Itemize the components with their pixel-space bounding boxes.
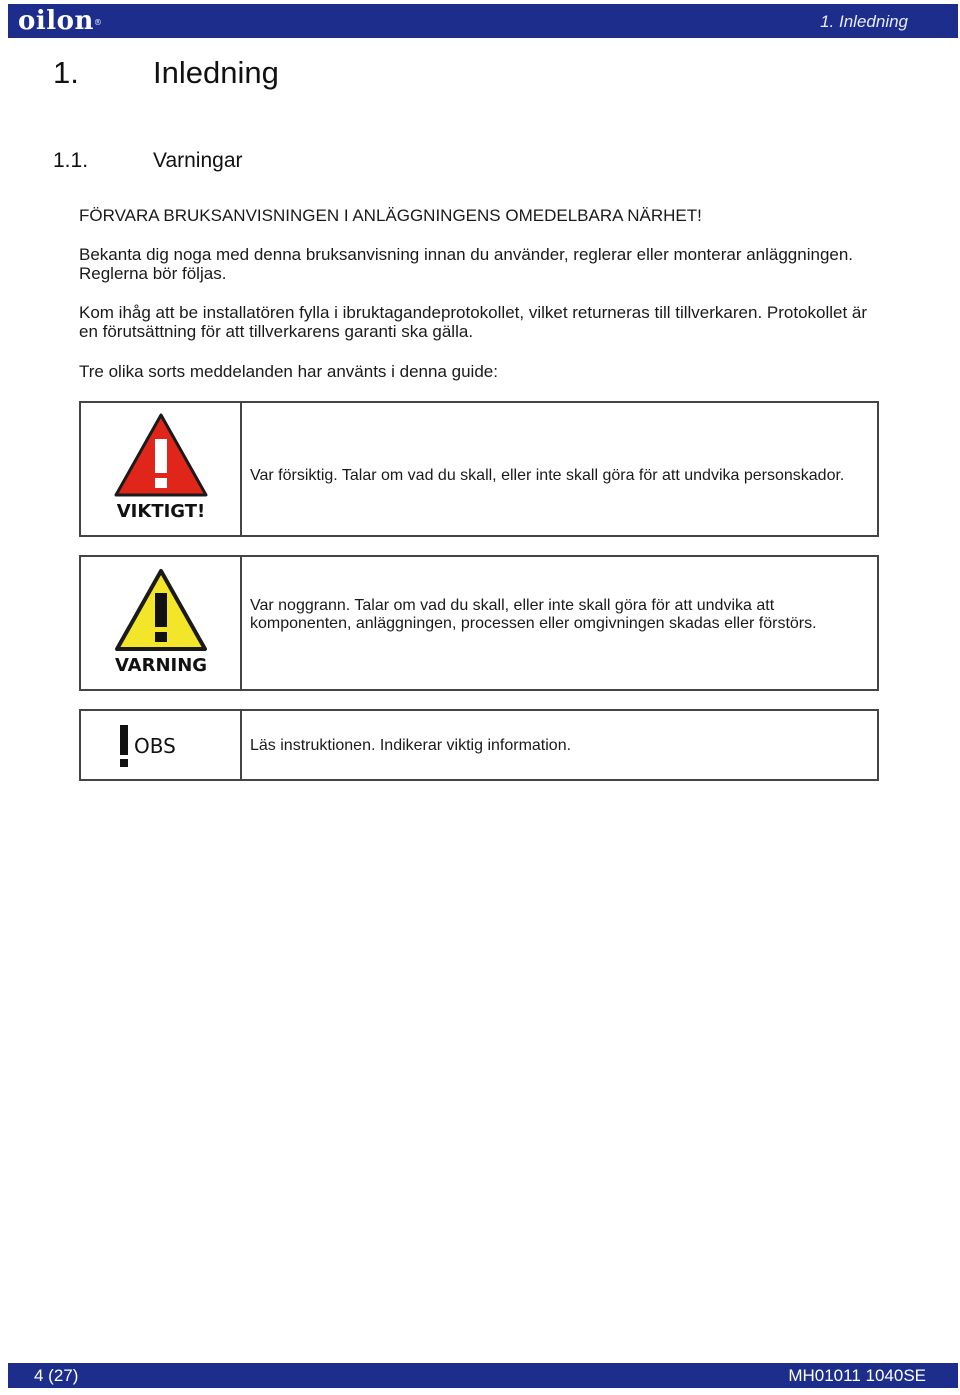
warning-triangle-red-icon: [111, 411, 211, 531]
notice-label: OBS: [134, 734, 176, 758]
notice-varning: [79, 555, 879, 691]
footer-bar: [8, 1363, 958, 1388]
header-section-title: 1. Inledning: [820, 12, 908, 31]
logo-registered-mark: ®: [93, 18, 103, 27]
notice-text: Läs instruktionen. Indikerar viktig information.: [250, 737, 572, 754]
section-number: 1.1.: [53, 149, 89, 172]
notice-viktigt: [79, 401, 879, 537]
logo-text: oilon: [18, 6, 94, 36]
notice-text: Var försiktig. Talar om vad du skall, eller inte skall göra för att undvika personskador.: [250, 467, 845, 484]
notice-label: VARNING: [114, 655, 208, 676]
section-heading: [53, 148, 243, 174]
oilon-logo: [18, 7, 102, 35]
exclamation-icon: [117, 721, 207, 771]
warning-triangle-yellow-icon: [111, 565, 211, 685]
header-bar: [8, 4, 958, 38]
paragraph-storage-notice: FÖRVARA BRUKSANVISNINGEN I ANLÄGGNINGENS OMEDELBARA NÄRHET!: [79, 206, 702, 225]
section-title: Varningar: [153, 149, 243, 172]
notice-icon-cell: [81, 403, 242, 535]
notice-label: VIKTIGT!: [116, 501, 206, 522]
paragraph-read-manual: Bekanta dig noga med denna bruksanvisning innan du använder, reglerar eller monterar anläggningen. Reglerna bör följas.: [79, 245, 854, 283]
chapter-title: Inledning: [153, 55, 279, 90]
paragraph-protocol: Kom ihåg att be installatören fylla i ibruktagandeprotokollet, vilket returneras till tillverkaren. Protokollet är en förutsättning för att tillverkarens garanti ska gälla.: [79, 303, 868, 341]
document-code: MH01011 1040SE: [788, 1366, 926, 1385]
notice-icon-cell: [81, 711, 242, 779]
chapter-number: 1.: [53, 55, 79, 90]
page-number: 4 (27): [34, 1366, 79, 1385]
paragraph-message-types: Tre olika sorts meddelanden har använts i denna guide:: [79, 362, 498, 381]
chapter-heading: [53, 55, 279, 91]
notice-text: Var noggrann. Talar om vad du skall, eller inte skall göra för att undvika att komponenten, anläggningen, processen eller omgivningen skadas eller förstörs.: [250, 597, 817, 632]
notice-obs: [79, 709, 879, 781]
notice-icon-cell: [81, 557, 242, 689]
